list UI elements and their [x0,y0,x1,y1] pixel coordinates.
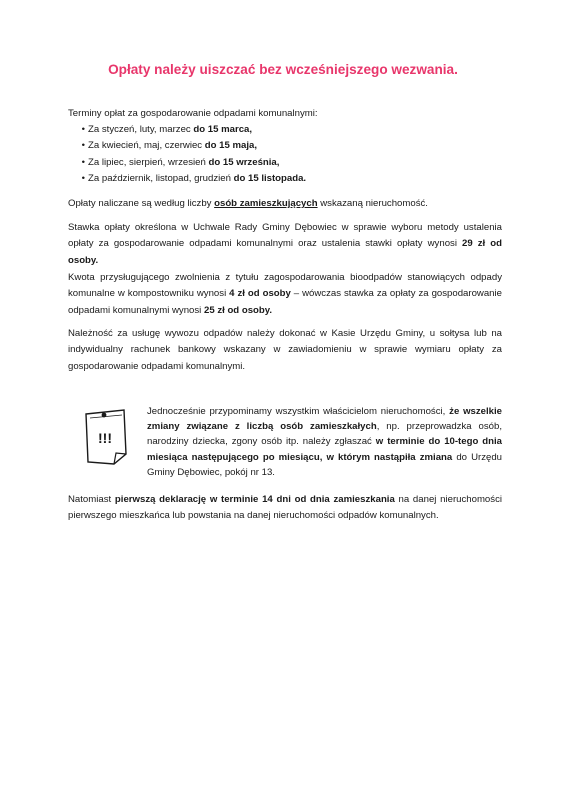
term-period: Za lipiec, sierpień, wrzesień [88,156,209,168]
text-run-emphasis: w terminie do 10-tego dnia miesiąca następującego po miesiącu, w którym nastąpiła zmiana [147,436,502,463]
sticky-note-icon [80,406,130,468]
note-exclamation: !!! [98,430,112,446]
reminder-note [147,404,502,480]
text-run-emphasis: 29 zł od osoby. [68,238,502,266]
page-title: Opłaty należy uiszczać bez wcześniejszego wezwania. [108,62,458,77]
text-run-emphasis: pierwszą deklarację w terminie 14 dni od dnia zamieszkania [114,494,395,505]
text-run: Opłaty naliczane są według liczby [68,198,215,209]
terms-heading-text: Terminy opłat za gospodarowanie odpadami komunalnymi: [68,108,318,119]
text-run: Należność za usługę wywozu odpadów należy dokonać w Kasie Urzędu Gminy, u sołtysa lub na indywidualny rachunek bankowy wskazany w zawiadomieniu w sprawie wymiaru opłaty za gospodarowanie odpadami komunalnymi. [68,328,502,372]
text-run: Kwota przysługującego zwolnienia z tytułu zagospodarowania bioodpadów stanowiących odpady komunalne w kompostowniku wynosi [68,272,502,300]
text-run: Stawka opłaty określona w Uchwale Rady Gminy Dębowiec w sprawie wyboru metody ustalenia opłaty za gospodarowanie odpadami komunalnymi oraz ustalenia stawki opłaty wynosi [68,222,502,250]
term-date: do 15 września, [208,156,280,168]
term-period: Za kwiecień, maj, czerwiec [88,140,205,152]
text-run: wskazaną nieruchomość. [317,198,428,209]
text-run: Jednocześnie przypominamy wszystkim właścicielom nieruchomości, [147,406,450,417]
paragraph-payment [68,326,502,375]
text-run-emphasis: 25 zł od osoby. [203,304,273,316]
text-run: – wówczas stawka za opłaty za gospodarowanie odpadami komunalnymi wynosi [68,288,502,316]
list-item [68,138,502,154]
list-item [68,171,502,187]
term-period: Za styczeń, luty, marzec [88,124,194,135]
term-date: do 15 maja, [204,140,258,152]
term-date: do 15 marca, [193,124,253,135]
terms-heading [68,106,502,122]
text-run-emphasis: 4 zł od osoby [229,288,291,300]
terms-list [68,122,502,187]
list-item [68,122,502,138]
paragraph-residents [68,196,502,212]
term-date: do 15 listopada. [233,172,307,184]
text-run-emphasis: że wszelkie zmiany związane z liczbą osób zamieszkałych [147,406,503,433]
text-run: , np. przeprowadzka osób, narodziny dziecka, zgony osób itp. należy zgłaszać [147,421,502,448]
term-period: Za październik, listopad, grudzień [88,172,234,184]
text-run: do Urzędu Gminy Dębowiec, pokój nr 13. [147,451,502,478]
text-run: na danej nieruchomości pierwszego mieszkańca lub powstania na danej nieruchomości odpadów komunalnych. [68,494,502,522]
paragraph-exemption [68,270,502,319]
paragraph-rate [68,220,502,269]
text-run-emphasis: osób zamieszkujących [214,198,318,209]
list-item [68,155,502,171]
paragraph-declaration [68,492,502,525]
text-run: Natomiast [68,494,115,505]
